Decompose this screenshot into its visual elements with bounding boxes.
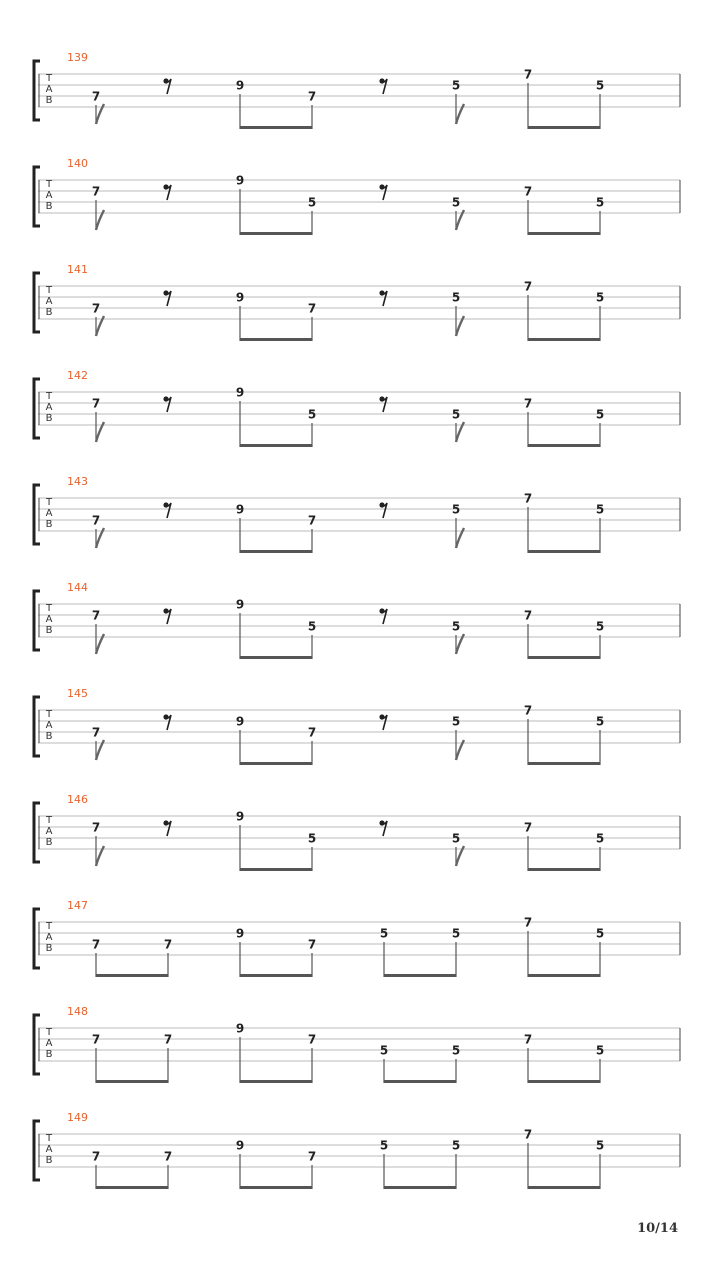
tab-clef-letter: B [45, 201, 53, 212]
note-beam [240, 762, 312, 765]
fret-number: 7 [307, 1032, 317, 1047]
fret-number: 7 [91, 301, 101, 316]
note-beam [528, 762, 600, 765]
fret-number: 7 [91, 396, 101, 411]
tab-clef-letter: B [45, 519, 53, 530]
fret-number: 9 [235, 78, 245, 93]
page-number: 10/14 [637, 1221, 678, 1236]
tab-clef-letter: A [45, 614, 53, 625]
fret-number: 5 [379, 1043, 389, 1058]
note-beam [240, 338, 312, 341]
note-beam [528, 444, 600, 447]
fret-number: 5 [451, 502, 461, 517]
tab-clef-letter: T [45, 921, 53, 932]
fret-number: 7 [307, 301, 317, 316]
fret-number: 7 [91, 937, 101, 952]
fret-number: 5 [307, 195, 317, 210]
fret-number: 7 [91, 1032, 101, 1047]
fret-number: 7 [307, 513, 317, 528]
note-beam [384, 1186, 456, 1189]
tab-clef-letter: B [45, 307, 53, 318]
note-beam [96, 974, 168, 977]
fret-number: 7 [307, 937, 317, 952]
fret-number: 7 [523, 396, 533, 411]
fret-number: 7 [523, 915, 533, 930]
tab-clef-letter: T [45, 73, 53, 84]
note-beam [240, 126, 312, 129]
fret-number: 7 [523, 608, 533, 623]
fret-number: 5 [451, 714, 461, 729]
fret-number: 5 [595, 926, 605, 941]
tab-clef-letter: T [45, 179, 53, 190]
measure-number: 139 [67, 51, 88, 64]
note-beam [240, 550, 312, 553]
fret-number: 7 [163, 937, 173, 952]
fret-number: 9 [235, 809, 245, 824]
fret-number: 5 [595, 502, 605, 517]
fret-number: 9 [235, 1021, 245, 1036]
tab-clef-letter: A [45, 826, 53, 837]
tab-clef-letter: T [45, 1133, 53, 1144]
fret-number: 5 [451, 1043, 461, 1058]
fret-number: 7 [523, 1032, 533, 1047]
fret-number: 5 [307, 831, 317, 846]
tab-clef-letter: B [45, 731, 53, 742]
tab-clef-letter: T [45, 497, 53, 508]
fret-number: 5 [595, 831, 605, 846]
tab-clef-letter: B [45, 413, 53, 424]
measure-number: 143 [67, 475, 88, 488]
fret-number: 7 [523, 1127, 533, 1142]
fret-number: 7 [523, 67, 533, 82]
note-beam [240, 232, 312, 235]
fret-number: 7 [307, 89, 317, 104]
fret-number: 5 [595, 619, 605, 634]
tab-clef-letter: A [45, 508, 53, 519]
measure-number: 149 [67, 1111, 88, 1124]
fret-number: 7 [91, 89, 101, 104]
measure-number: 140 [67, 157, 88, 170]
fret-number: 9 [235, 597, 245, 612]
fret-number: 9 [235, 173, 245, 188]
note-beam [384, 1080, 456, 1083]
fret-number: 7 [523, 184, 533, 199]
fret-number: 5 [595, 290, 605, 305]
fret-number: 7 [523, 703, 533, 718]
tab-clef-letter: T [45, 1027, 53, 1038]
note-beam [528, 338, 600, 341]
note-beam [528, 868, 600, 871]
note-beam [240, 974, 312, 977]
measure-number: 145 [67, 687, 88, 700]
fret-number: 5 [595, 78, 605, 93]
note-beam [528, 232, 600, 235]
note-beam [528, 974, 600, 977]
fret-number: 7 [523, 491, 533, 506]
measure-number: 141 [67, 263, 88, 276]
note-beam [528, 1080, 600, 1083]
note-beam [528, 550, 600, 553]
tab-clef-letter: A [45, 720, 53, 731]
fret-number: 9 [235, 714, 245, 729]
fret-number: 7 [523, 820, 533, 835]
tab-clef-letter: T [45, 709, 53, 720]
fret-number: 5 [307, 619, 317, 634]
tab-clef-letter: A [45, 190, 53, 201]
fret-number: 5 [379, 926, 389, 941]
measure-number: 147 [67, 899, 88, 912]
fret-number: 9 [235, 385, 245, 400]
tab-clef-letter: A [45, 1038, 53, 1049]
fret-number: 7 [163, 1149, 173, 1164]
measure-number: 146 [67, 793, 88, 806]
fret-number: 9 [235, 502, 245, 517]
fret-number: 9 [235, 1138, 245, 1153]
note-beam [96, 1186, 168, 1189]
fret-number: 5 [451, 926, 461, 941]
note-beam [528, 1186, 600, 1189]
measure-number: 144 [67, 581, 88, 594]
fret-number: 5 [595, 407, 605, 422]
tab-clef-letter: A [45, 402, 53, 413]
fret-number: 7 [91, 1149, 101, 1164]
tab-clef-letter: B [45, 943, 53, 954]
fret-number: 7 [91, 513, 101, 528]
tab-clef-letter: A [45, 84, 53, 95]
tab-clef-letter: T [45, 603, 53, 614]
fret-number: 5 [451, 78, 461, 93]
note-beam [240, 1080, 312, 1083]
tab-clef-letter: T [45, 285, 53, 296]
fret-number: 5 [595, 195, 605, 210]
fret-number: 7 [523, 279, 533, 294]
tab-clef-letter: T [45, 391, 53, 402]
fret-number: 9 [235, 290, 245, 305]
note-beam [240, 444, 312, 447]
fret-number: 5 [451, 195, 461, 210]
fret-number: 7 [307, 725, 317, 740]
note-beam [384, 974, 456, 977]
fret-number: 5 [595, 1138, 605, 1153]
tab-clef-letter: A [45, 932, 53, 943]
fret-number: 7 [91, 725, 101, 740]
note-beam [240, 656, 312, 659]
tab-clef-letter: B [45, 625, 53, 636]
fret-number: 5 [595, 1043, 605, 1058]
note-beam [96, 1080, 168, 1083]
fret-number: 7 [163, 1032, 173, 1047]
fret-number: 7 [91, 184, 101, 199]
tab-clef-letter: T [45, 815, 53, 826]
fret-number: 5 [451, 619, 461, 634]
fret-number: 7 [91, 820, 101, 835]
fret-number: 5 [595, 714, 605, 729]
measure-number: 148 [67, 1005, 88, 1018]
fret-number: 9 [235, 926, 245, 941]
note-beam [240, 1186, 312, 1189]
measure-number: 142 [67, 369, 88, 382]
fret-number: 5 [451, 1138, 461, 1153]
fret-number: 7 [307, 1149, 317, 1164]
fret-number: 5 [451, 290, 461, 305]
tab-clef-letter: A [45, 1144, 53, 1155]
tab-clef-letter: A [45, 296, 53, 307]
tab-clef-letter: B [45, 1049, 53, 1060]
tab-clef-letter: B [45, 837, 53, 848]
note-beam [528, 126, 600, 129]
note-beam [528, 656, 600, 659]
fret-number: 5 [379, 1138, 389, 1153]
fret-number: 5 [451, 407, 461, 422]
tab-clef-letter: B [45, 95, 53, 106]
fret-number: 5 [307, 407, 317, 422]
fret-number: 5 [451, 831, 461, 846]
tab-clef-letter: B [45, 1155, 53, 1166]
fret-number: 7 [91, 608, 101, 623]
note-beam [240, 868, 312, 871]
